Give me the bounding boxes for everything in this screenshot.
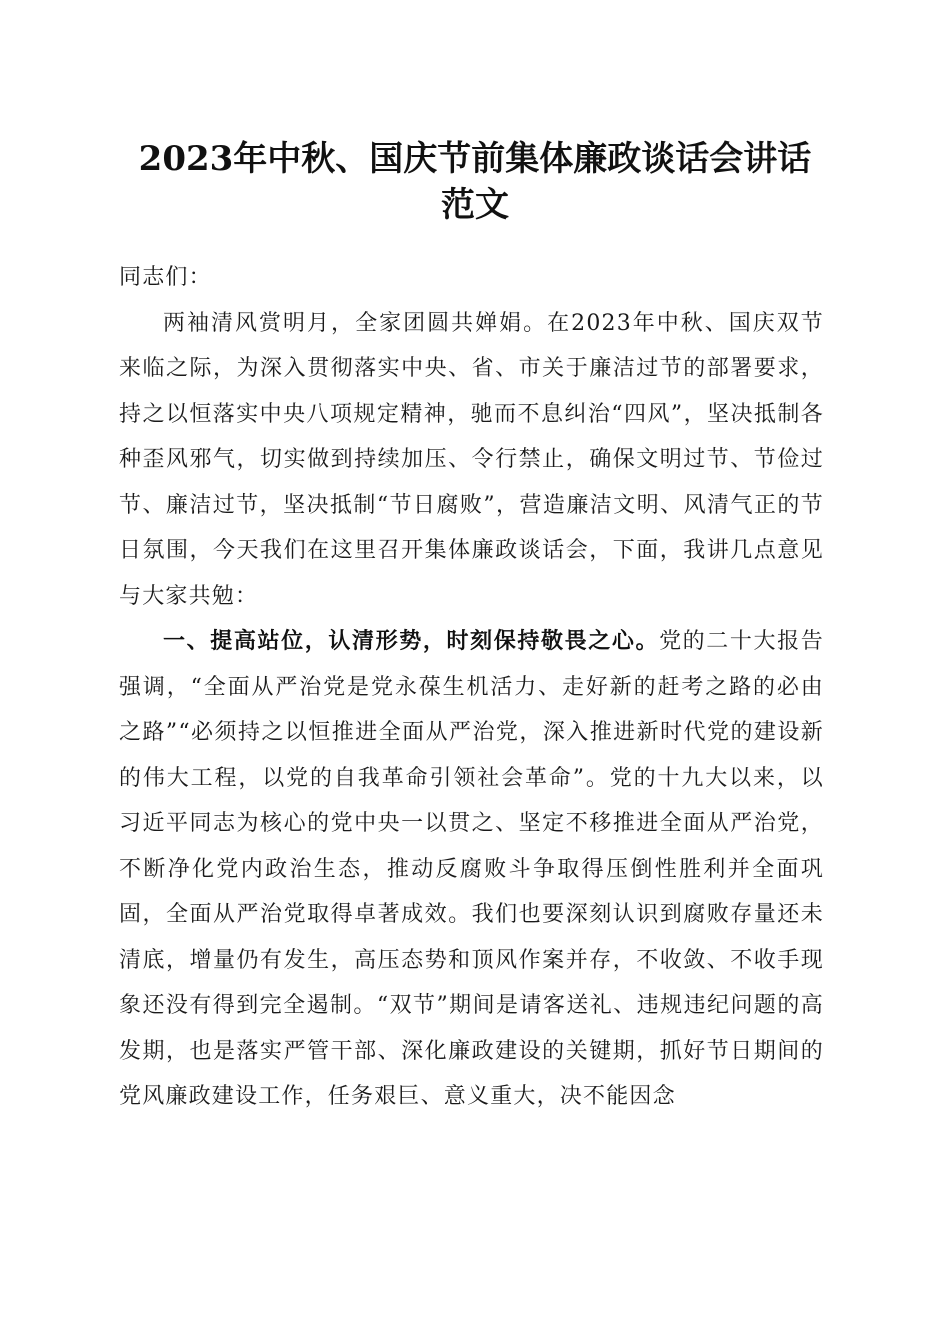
salutation: 同志们： — [119, 265, 212, 290]
title-line-2: 范文 — [441, 185, 509, 225]
section-1-heading: 一、提高站位，认清形势，时刻保持敬畏之心。 — [163, 629, 660, 654]
title-line-1: 2023年中秋、国庆节前集体廉政谈话会讲话 — [138, 139, 812, 179]
document-body — [119, 255, 824, 1120]
section-1-paragraph — [119, 619, 824, 1120]
opening-paragraph: 两袖清风赏明月，全家团圆共婵娟。在2023年中秋、国庆双节来临之际，为深入贯彻落实中央、省、市关于廉洁过节的部署要求，持之以恒落实中央八项规定精神，驰而不息纠治“四风”，坚决抵制各种歪风邪气，切实做到持续加压、令行禁止，确保文明过节、节俭过节、廉洁过节，坚决抵制“节日腐败”，营造廉洁文明、风清气正的节日氛围，今天我们在这里召开集体廉政谈话会，下面，我讲几点意见与大家共勉： — [119, 310, 824, 609]
section-1-body: 党的二十大报告强调，“全面从严治党是党永葆生机活力、走好新的赶考之路的必由之路”“必须持之以恒推进全面从严治党，深入推进新时代党的建设新的伟大工程，以党的自我革命引领社会革命”。党的十九大以来，以习近平同志为核心的党中央一以贯之、坚定不移推进全面从严治党，不断净化党内政治生态，推动反腐败斗争取得压倒性胜利并全面巩固，全面从严治党取得卓著成效。我们也要深刻认识到腐败存量还未清底，增量仍有发生，高压态势和顶风作案并存，不收敛、不收手现象还没有得到完全遏制。“双节”期间是请客送礼、违规违纪问题的高发期，也是落实严管干部、深化廉政建设的关键期，抓好节日期间的党风廉政建设工作，任务艰巨、意义重大，决不能因念 — [119, 629, 824, 1109]
document-title — [110, 136, 840, 228]
